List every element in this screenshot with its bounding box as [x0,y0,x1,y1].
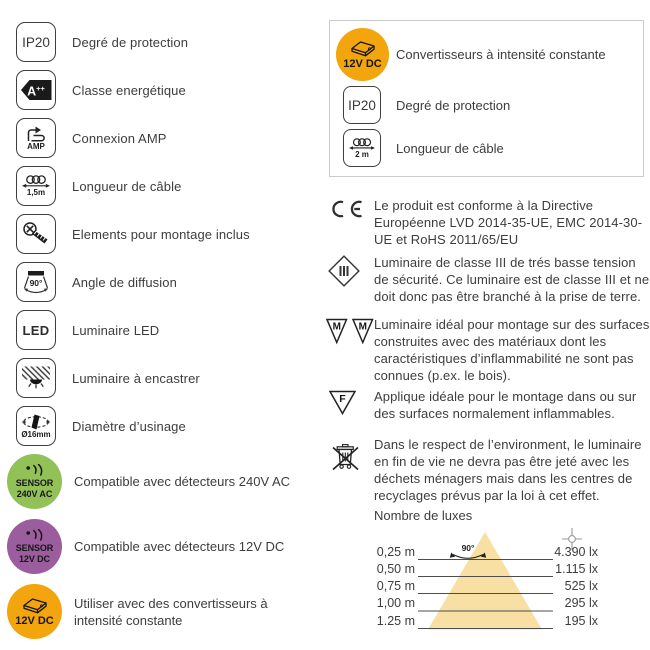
spec-row-amp [16,118,319,158]
converter-12v-badge [7,584,62,639]
svg-text:F: F [339,393,346,405]
spec-label: Classe energétique [72,82,186,98]
light-beam [428,532,542,630]
converter-box-icon [21,597,49,614]
beam-angle-icon [16,262,56,302]
ip20-icon-text: IP20 [22,34,50,50]
badge-row-sensor-240v [7,454,319,509]
note-class-iii [329,254,650,305]
screw-icon [16,214,56,254]
spec-row-mounting [16,214,319,254]
weee-bin-icon [329,436,374,504]
lux-distance-label: 0,25 m [376,544,415,559]
driver-spec-box [329,20,644,177]
spec-row-protection [16,22,319,62]
recessed-luminaire-icon [16,358,56,398]
spec-label: Luminaire LED [72,322,160,338]
note-flammability-f [329,388,650,422]
class-iii-icon [329,254,374,305]
flammability-f-icon [329,388,374,422]
energy-class-icon [16,70,56,110]
cutout-diameter-text: Ø16mm [21,429,51,439]
amp-icon-text: AMP [27,141,45,151]
converter-box-icon [349,40,377,57]
cable-length-icon [16,166,56,206]
ce-mark-icon [329,197,374,248]
spec-label: Convertisseurs à intensité constante [396,47,606,62]
lux-distance-label: 1,00 m [376,596,415,610]
svg-text:A++: A++ [26,84,45,99]
cable-length-icon [343,129,381,167]
ip20-icon [343,86,381,124]
badge-text: 240V AC [16,488,53,499]
spec-label: Angle de diffusion [72,274,177,290]
sensor-waves-icon [25,464,44,478]
sensor-240v-badge [7,454,62,509]
svg-text:90°: 90° [29,277,43,288]
led-icon [16,310,56,350]
badge-text: SENSOR [15,478,54,488]
lux-value-label: 195 lx [564,613,598,628]
badge-row-sensor-12v [7,519,319,574]
note-text: Luminaire idéal pour montage sur des surfaces construites avec des matériaux dont les caractéristiques d’inflammabilité ne sont pas connues (p.ex. le bois). [374,317,650,383]
badge-row-converter-12v [7,584,319,639]
note-ce [329,197,650,248]
svg-text:M: M [358,321,367,333]
badge-text: SENSOR [15,543,54,553]
lux-value-label: 4.390 lx [554,544,598,559]
spec-row-beam-angle [16,262,319,302]
left-spec-column [16,22,319,649]
beam-angle-label: 90° [461,542,475,553]
spec-label: Luminaire à encastrer [72,370,200,386]
spec-row-led [16,310,319,350]
lux-value-label: 525 lx [564,578,598,593]
note-text: Le produit est conforme à la Directive Européenne LVD 2014-35-UE, EMC 2014-30-UE et RoHS 2011/65/EU [374,198,643,247]
lux-chart [375,525,615,643]
spec-label: Elements pour montage inclus [72,226,250,242]
ip20-icon-text: IP20 [348,97,376,113]
cable-length-text: 1,5m [26,188,46,197]
sensor-12v-badge [7,519,62,574]
converter-12v-badge [336,28,389,81]
note-flammability-mm [329,316,650,384]
spec-row-recessed [16,358,319,398]
sensor-waves-icon [25,529,44,543]
spec-label: Connexion AMP [72,130,167,146]
lux-value-label: 295 lx [564,596,598,610]
spec-row-cable-length [16,166,319,206]
badge-label: Compatible avec détecteurs 240V AC [74,474,291,489]
note-weee [329,436,650,504]
badge-label: Utiliser avec des convertisseurs à intensité constante [74,595,268,628]
lux-value-label: 1.115 lx [555,561,598,576]
led-icon-text: LED [22,322,50,338]
ip20-icon [16,22,56,62]
note-text: Luminaire de classe III de trés basse tension de sécurité. Ce luminaire est de classe III et ne doit donc pas être branché à la prise de terre. [374,255,650,304]
spec-row-cutout-diameter [16,406,319,446]
flammability-mm-icon [329,316,374,384]
note-text: Dans le respect de l’environment, le luminaire en fin de vie ne devra pas être jeté avec les déchets ménagers mais dans les centres de recyclages prévus par la loi à cet effet. [374,437,642,503]
badge-text: 12V DC [19,553,50,564]
badge-label: Compatible avec détecteurs 12V DC [74,539,285,554]
lux-distance-label: 0,75 m [376,578,415,593]
spec-label: Longueur de câble [396,141,504,156]
lux-distance-label: 0,50 m [376,561,415,576]
lux-distance-label: 1.25 m [376,613,415,628]
lux-chart-title: Nombre de luxes [374,508,473,523]
spec-label: Degré de protection [72,34,189,50]
spec-label: Diamètre d’usinage [72,418,186,434]
badge-text: 12V DC [343,57,382,70]
spec-label: Degré de protection [396,98,511,113]
cable-length-text: 2 m [355,149,369,159]
amp-connector-icon [16,118,56,158]
svg-text:M: M [332,321,341,333]
spec-label: Longueur de câble [72,178,182,194]
note-text: Applique idéale pour le montage dans ou sur des surfaces normalement inflammables. [374,389,637,421]
cutout-diameter-icon [16,406,56,446]
spec-row-energy-class [16,70,319,110]
badge-text: 12V DC [15,614,54,627]
